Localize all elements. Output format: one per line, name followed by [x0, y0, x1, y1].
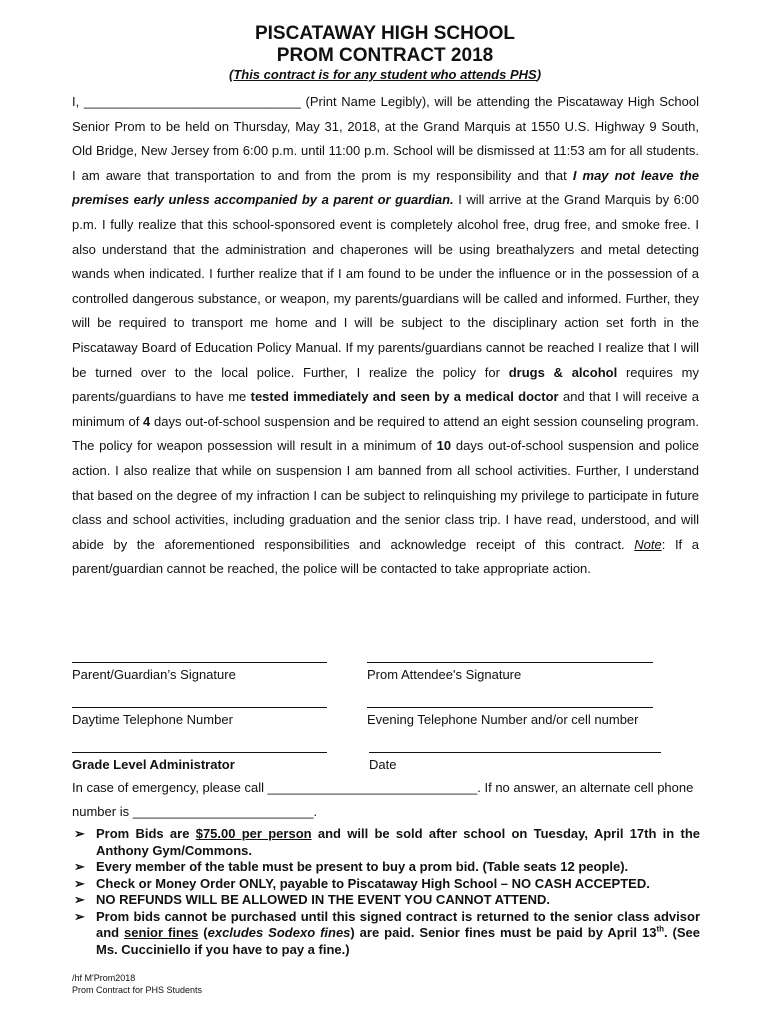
daytime-phone-field[interactable] — [72, 693, 327, 727]
contract-body: I, ______________________________ (Print Name Legibly), will be attending the Piscataway High School Senior Prom to be held on Thursday, May 31, 2018, at the Grand Marquis at 1550 U.S. Highway 9 South, Old Bridge, New Jersey from 6:00 p.m. until 11:00 p.m. School will be dismissed at 11:53 am for all students. I am aware that transportation to and from the prom is my responsibility and that I may not leave the premises early unless accompanied by a parent or guardian. I will arrive at the Grand Marquis by 6:00 p.m. I fully realize that this school-sponsored event is completely alcohol free, drug free, and smoke free. I also understand that the administration and chaperones will be using breathalyzers and metal detecting wands when indicated. I further realize that if I am found to be under the influence or in the possession of a controlled dangerous substance, or weapon, my parents/guardians will be called and informed. Further, they will be required to transport me home and I will be subject to the disciplinary action set forth in the Piscataway Board of Education Policy Manual. If my parents/guardians cannot be reached I realize that I will be turned over to the local police. Further, I realize the policy for drugs & alcohol requires my parents/guardians to have me tested immediately and seen by a medical doctor and that I will receive a minimum of 4 days out-of-school suspension and be required to attend an eight session counseling program. The policy for weapon possession will result in a minimum of 10 days out-of-school suspension and police action. I also realize that while on suspension I am banned from all school activities. Further, I understand that based on the degree of my infraction I can be subject to relinquishing my privilege to participate in future class and school activities, including graduation and the senior class trip. I have read, understood, and will abide by the aforementioned responsibilities and acknowledge receipt of this contract. Note: If a parent/guardian cannot be reached, the police will be contacted to take appropriate action. — [72, 94, 700, 577]
phone-line[interactable] — [367, 693, 653, 708]
date-field[interactable] — [369, 738, 661, 772]
parent-signature-label: Parent/Guardian’s Signature — [72, 667, 236, 682]
document-footer — [72, 972, 202, 996]
arrow-bullet-icon: ➢ — [74, 859, 85, 874]
phone-line[interactable] — [72, 693, 327, 708]
list-item: ➢ Every member of the table must be present to buy a prom bid. (Table seats 12 people). — [74, 859, 629, 874]
school-title: PISCATAWAY HIGH SCHOOL — [254, 23, 516, 44]
parent-signature-field[interactable] — [72, 648, 327, 682]
daytime-phone-label: Daytime Telephone Number — [72, 712, 233, 727]
subtitle-text: This contract is for any student who attends PHS — [233, 67, 537, 82]
list-item: ➢ NO REFUNDS WILL BE ALLOWED IN THE EVENT YOU CANNOT ATTEND. — [74, 892, 551, 907]
date-line[interactable] — [369, 738, 661, 753]
footer-description: Prom Contract for PHS Students — [72, 985, 203, 995]
evening-phone-label: Evening Telephone Number and/or cell number — [367, 712, 639, 727]
date-label: Date — [369, 757, 397, 772]
signature-line[interactable] — [72, 648, 327, 663]
attendee-signature-field[interactable] — [367, 648, 653, 682]
evening-phone-field[interactable] — [367, 693, 653, 727]
bid-price: $75.00 per person — [195, 826, 312, 841]
prom-bid-rules — [72, 826, 700, 958]
contract-subtitle: (This contract is for any student who attends PHS) — [228, 67, 542, 82]
arrow-bullet-icon: ➢ — [74, 875, 85, 891]
administrator-label: Grade Level Administrator — [72, 757, 235, 772]
administrator-field[interactable] — [72, 738, 327, 772]
list-item: ➢ Check or Money Order ONLY, payable to Piscataway High School – NO CASH ACCEPTED. — [74, 875, 650, 891]
arrow-bullet-icon: ➢ — [74, 826, 85, 841]
list-item: ➢ Prom bids cannot be purchased until this signed contract is returned to the senior class advisor and senior fines (excludes Sodexo fines) are paid. Senior fines must be paid by April 13th. (See Ms. Cucciniello if you have to pay a fine.) — [74, 908, 701, 957]
emergency-contact: In case of emergency, please call _____________________________. If no answer, an alternate cell phone number is _________________________. — [72, 780, 694, 819]
note-label: Note — [634, 536, 662, 552]
early-leave-warning: I may not leave the premises early unless accompanied by a parent or guardian. — [72, 167, 699, 208]
arrow-bullet-icon: ➢ — [74, 908, 85, 924]
footer-file-ref: /hf M'Prom2018 — [72, 973, 136, 983]
signature-line[interactable] — [367, 648, 653, 663]
administrator-line[interactable] — [72, 738, 327, 753]
contract-title: PROM CONTRACT 2018 — [276, 45, 494, 66]
arrow-bullet-icon: ➢ — [74, 892, 85, 907]
attendee-signature-label: Prom Attendee's Signature — [367, 667, 522, 682]
list-item: ➢ Prom Bids are $75.00 per person and will be sold after school on Tuesday, April 17th in the Anthony Gym/Commons. — [74, 826, 700, 858]
